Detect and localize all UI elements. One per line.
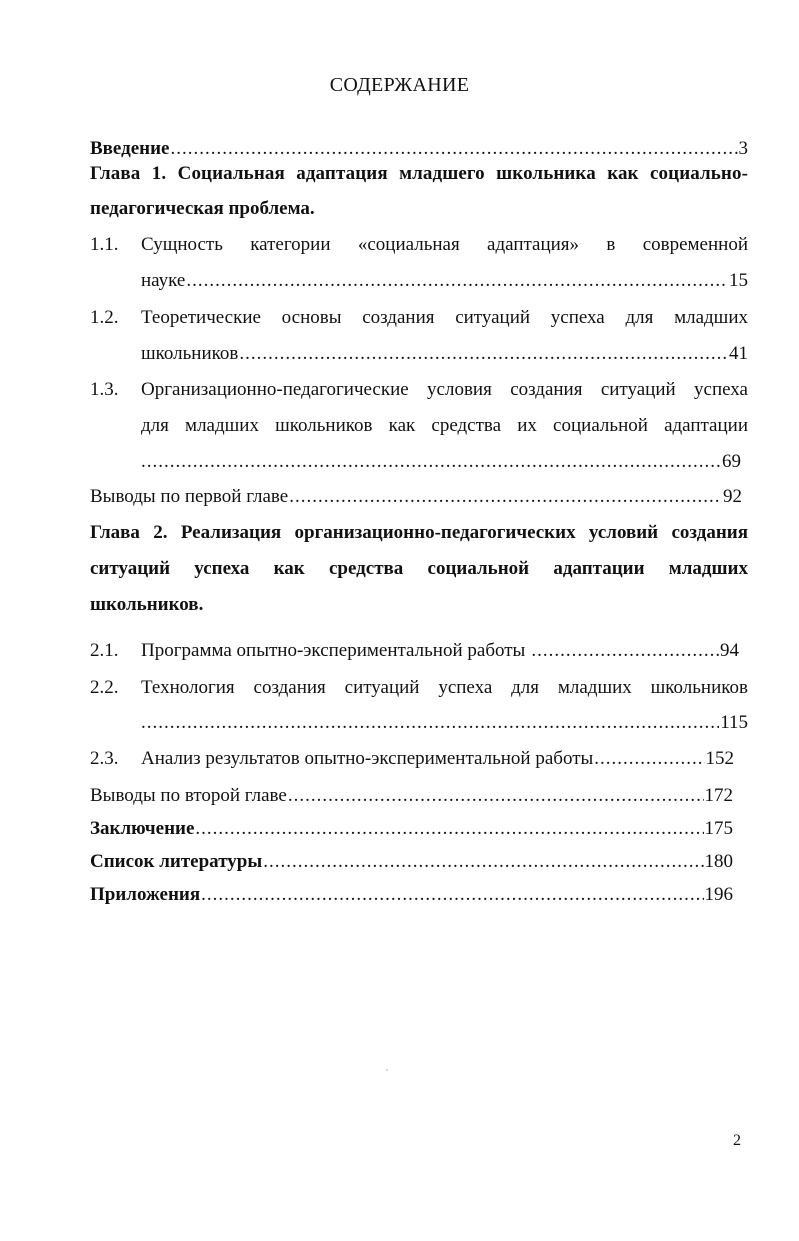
toc-section-2-2-leader[interactable] [141,708,748,738]
scan-speck [386,1069,388,1071]
toc-section-1-1-cont[interactable] [141,266,748,296]
toc-section-number: 1.3. [90,379,119,400]
dot-leader [195,814,703,844]
toc-page-number: 152 [705,748,734,769]
toc-page-number: 92 [723,486,742,507]
toc-section-1-3-leader[interactable] [141,447,741,477]
toc-page-number: 41 [729,343,748,364]
page-number: 2 [733,1132,741,1149]
dot-leader [288,781,704,811]
toc-section-1-2[interactable]: Теоретические основы создания ситуаций успеха для младших [141,307,748,328]
dot-leader [531,636,719,666]
toc-section-2-2[interactable]: Технология создания ситуаций успеха для младших школьников [141,677,748,698]
toc-entry-label: Приложения [90,884,201,905]
toc-section-1-2-cont[interactable] [141,339,748,369]
dot-leader [141,708,719,738]
toc-entry-conclusions-1[interactable] [90,482,742,512]
toc-entry-references[interactable] [90,847,733,877]
toc-section-number: 2.1. [90,640,119,661]
toc-section-number: 1.2. [90,307,119,328]
toc-entry-label: Введение [90,138,170,159]
toc-entry-conclusion[interactable] [90,814,733,844]
toc-chapter-1-title-cont[interactable]: педагогическая проблема. [90,198,315,219]
toc-section-1-3-cont[interactable]: для младших школьников как средства их социальной адаптации [141,415,748,436]
toc-entry-appendices[interactable] [90,880,733,910]
toc-entry-label: Список литературы [90,851,263,872]
dot-leader [594,744,704,774]
toc-page-number: 15 [729,270,748,291]
dot-leader [141,447,721,477]
toc-page-number: 196 [704,884,733,905]
dot-leader [239,339,728,369]
toc-section-number: 1.1. [90,234,119,255]
toc-section-1-3[interactable]: Организационно-педагогические условия создания ситуаций успеха [141,379,748,400]
dot-leader [186,266,728,296]
toc-section-2-3[interactable] [141,744,734,774]
toc-chapter-2-title-cont[interactable]: ситуаций успеха как средства социальной адаптации младших [90,558,748,579]
toc-section-2-1[interactable] [141,636,739,666]
toc-entry-label: науке [141,270,186,291]
toc-section-number: 2.3. [90,748,119,769]
toc-section-1-1[interactable]: Сущность категории «социальная адаптация» в современной [141,234,748,255]
dot-leader [201,880,703,910]
toc-entry-label: Программа опытно-экспериментальной работы [141,640,526,661]
toc-section-number: 2.2. [90,677,119,698]
dot-leader [263,847,703,877]
toc-entry-label: Анализ результатов опытно-экспериментальной работы [141,748,594,769]
toc-chapter-1-title[interactable]: Глава 1. Социальная адаптация младшего школьника как социально- [90,163,748,184]
toc-entry-label: Выводы по первой главе [90,486,289,507]
toc-page-number: 172 [704,785,733,806]
toc-entry-label: Заключение [90,818,195,839]
toc-entry-label: школьников [141,343,239,364]
toc-page-number: 69 [722,451,741,472]
toc-page-number: 115 [720,712,748,733]
toc-entry-conclusions-2[interactable] [90,781,733,811]
toc-entry-label: Выводы по второй главе [90,785,287,806]
toc-page-number: 3 [738,138,748,159]
toc-page-number: 180 [704,851,733,872]
dot-leader [289,482,722,512]
toc-page-number: 94 [720,640,739,661]
toc-page-number: 175 [704,818,733,839]
toc-chapter-2-title[interactable]: Глава 2. Реализация организационно-педагогических условий создания [90,522,748,543]
toc-chapter-2-title-end[interactable]: школьников. [90,594,204,615]
page-title: СОДЕРЖАНИЕ [329,74,470,96]
